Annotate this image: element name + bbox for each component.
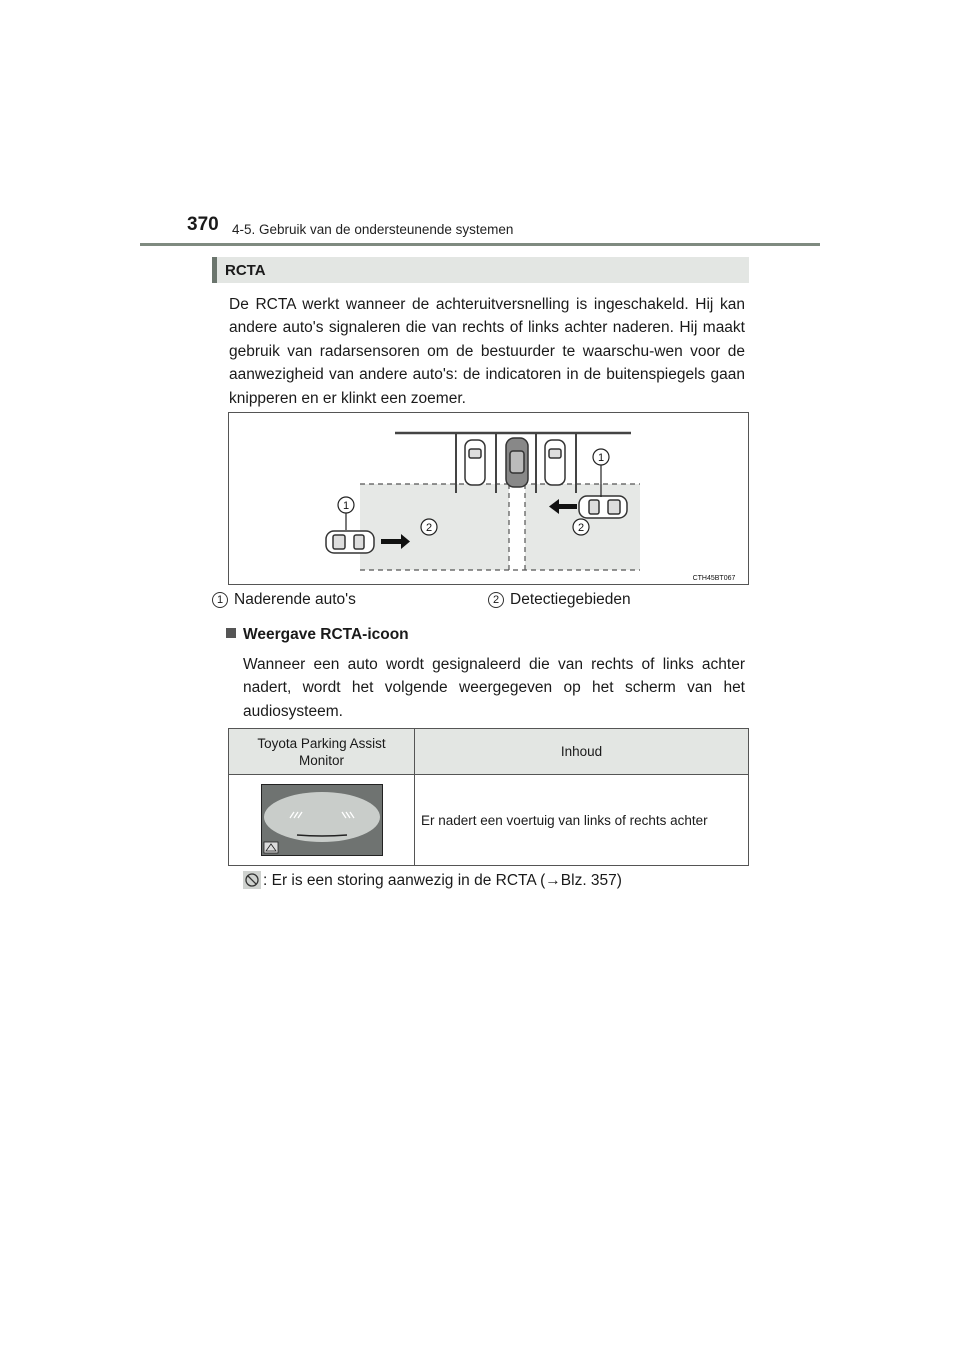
title-accent [212, 257, 217, 283]
subsection-title: Weergave RCTA-icoon [226, 626, 409, 644]
table-row [229, 775, 749, 866]
table-cell-content: Er nadert een voertuig van links of rechts achter [415, 775, 749, 866]
rcta-monitor-screen-icon [261, 784, 383, 856]
header-divider [140, 243, 820, 246]
callout-1-left: 1 [342, 500, 350, 512]
callout-2-right: 2 [577, 522, 585, 534]
table-header-monitor: Toyota Parking Assist Monitor [229, 729, 415, 775]
legend-label: Detectiegebieden [510, 591, 631, 608]
rcta-diagram [228, 412, 749, 585]
callout-1-right: 1 [597, 452, 605, 464]
rcta-malfunction-icon [243, 871, 261, 889]
table-header-row [229, 729, 749, 775]
bullet-square-icon [226, 628, 236, 638]
callout-2-left: 2 [425, 522, 433, 534]
legend-label: Naderende auto's [234, 591, 356, 608]
page-number: 370 [187, 214, 219, 235]
rcta-icon-table [228, 728, 749, 866]
section-breadcrumb: 4-5. Gebruik van de ondersteunende systemen [232, 222, 514, 237]
subsection-paragraph: Wanneer een auto wordt gesignaleerd die van rechts of links achter nadert, wordt het volgende weergegeven op het scherm van het audiosysteem. [243, 656, 745, 720]
legend-item-1 [212, 591, 356, 609]
parking-illustration [229, 413, 748, 584]
parked-cars [465, 438, 565, 487]
legend-item-2 [488, 591, 631, 609]
legend-num: 2 [488, 592, 504, 608]
legend-num: 1 [212, 592, 228, 608]
table-header-content: Inhoud [415, 729, 749, 775]
malfunction-note [243, 871, 622, 890]
figure-code: CTH45BT067 [692, 575, 736, 582]
note-text: : Er is een storing aanwezig in de RCTA (→Blz. 357) [263, 872, 622, 889]
section-title-bar [212, 257, 749, 283]
intro-paragraph: De RCTA werkt wanneer de achteruitversnelling is ingeschakeld. Hij kan andere auto's signaleren die van rechts of links achter naderen. Hij maakt gebruik van radarsensoren om de bestuurder te waarschu-wen voor de aanwezigheid van andere auto's: de indicatoren in de buitenspiegels gaan knipperen en er klinkt een zoemer. [229, 296, 745, 407]
section-title: RCTA [225, 262, 266, 279]
